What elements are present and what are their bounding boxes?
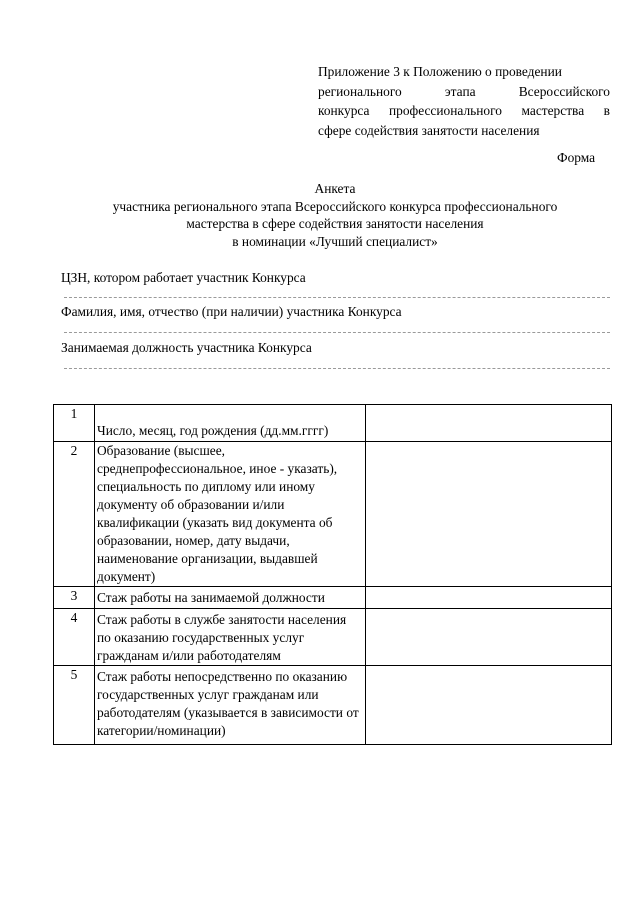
- row-number: 2: [54, 442, 95, 587]
- row-number: 3: [54, 587, 95, 609]
- row-item: Стаж работы на занимаемой должности: [95, 587, 366, 609]
- questionnaire-table: [53, 404, 612, 745]
- field-line-position[interactable]: [64, 368, 610, 369]
- table-row: [54, 609, 612, 666]
- row-number: 5: [54, 666, 95, 745]
- form-label: Форма: [557, 150, 596, 165]
- row-item: [95, 405, 366, 442]
- title-line: в номинации «Лучший специалист»: [232, 233, 438, 249]
- row-item: Стаж работы в службе занятости населения по оказанию государственных услуг гражданам и/или работодателям: [95, 609, 366, 666]
- row-number: 1: [54, 405, 95, 442]
- row-item: Стаж работы непосредственно по оказанию государственных услуг гражданам или работодателям (указывается в зависимости от категории/номинации): [95, 666, 366, 745]
- document-title: [60, 180, 610, 250]
- row-item: Образование (высшее, среднепрофессиональное, иное - указать), специальность по диплому или иному документу об образовании и/или квалификации (указать вид документа об образовании, номер, дату выдачи, наименование организации, выдавшей документ): [95, 442, 366, 587]
- field-line-fio[interactable]: [64, 332, 610, 333]
- table-row: [54, 587, 612, 609]
- row-number: 4: [54, 609, 95, 666]
- row-value-cell[interactable]: [366, 587, 612, 609]
- title-line: Анкета: [314, 181, 356, 196]
- title-line: участника регионального этапа Всероссийского конкурса профессионального: [112, 198, 558, 214]
- appendix-line: регионального этапа Всероссийского: [318, 83, 610, 99]
- row-value-cell[interactable]: [366, 442, 612, 587]
- field-line-czn[interactable]: [64, 297, 610, 298]
- table-row: [54, 442, 612, 587]
- table-row: [54, 405, 612, 442]
- appendix-line: Приложение 3 к Положению о проведении: [318, 64, 562, 79]
- field-label-czn: ЦЗН, котором работает участник Конкурса: [61, 270, 306, 285]
- title-line: мастерства в сфере содействия занятости населения: [186, 216, 484, 232]
- row-value-cell[interactable]: [366, 609, 612, 666]
- appendix-line: сфере содействия занятости населения: [318, 122, 540, 138]
- row-item-text: Число, месяц, год рождения (дд.мм.гггг): [97, 423, 329, 438]
- row-value-cell[interactable]: [366, 666, 612, 745]
- field-label-position: Занимаемая должность участника Конкурса: [61, 340, 312, 355]
- appendix-note: [318, 62, 610, 140]
- table-row: [54, 666, 612, 745]
- appendix-line: конкурса профессионального мастерства в: [318, 103, 610, 118]
- row-value-cell[interactable]: [366, 405, 612, 442]
- field-label-fio: Фамилия, имя, отчество (при наличии) участника Конкурса: [61, 304, 402, 319]
